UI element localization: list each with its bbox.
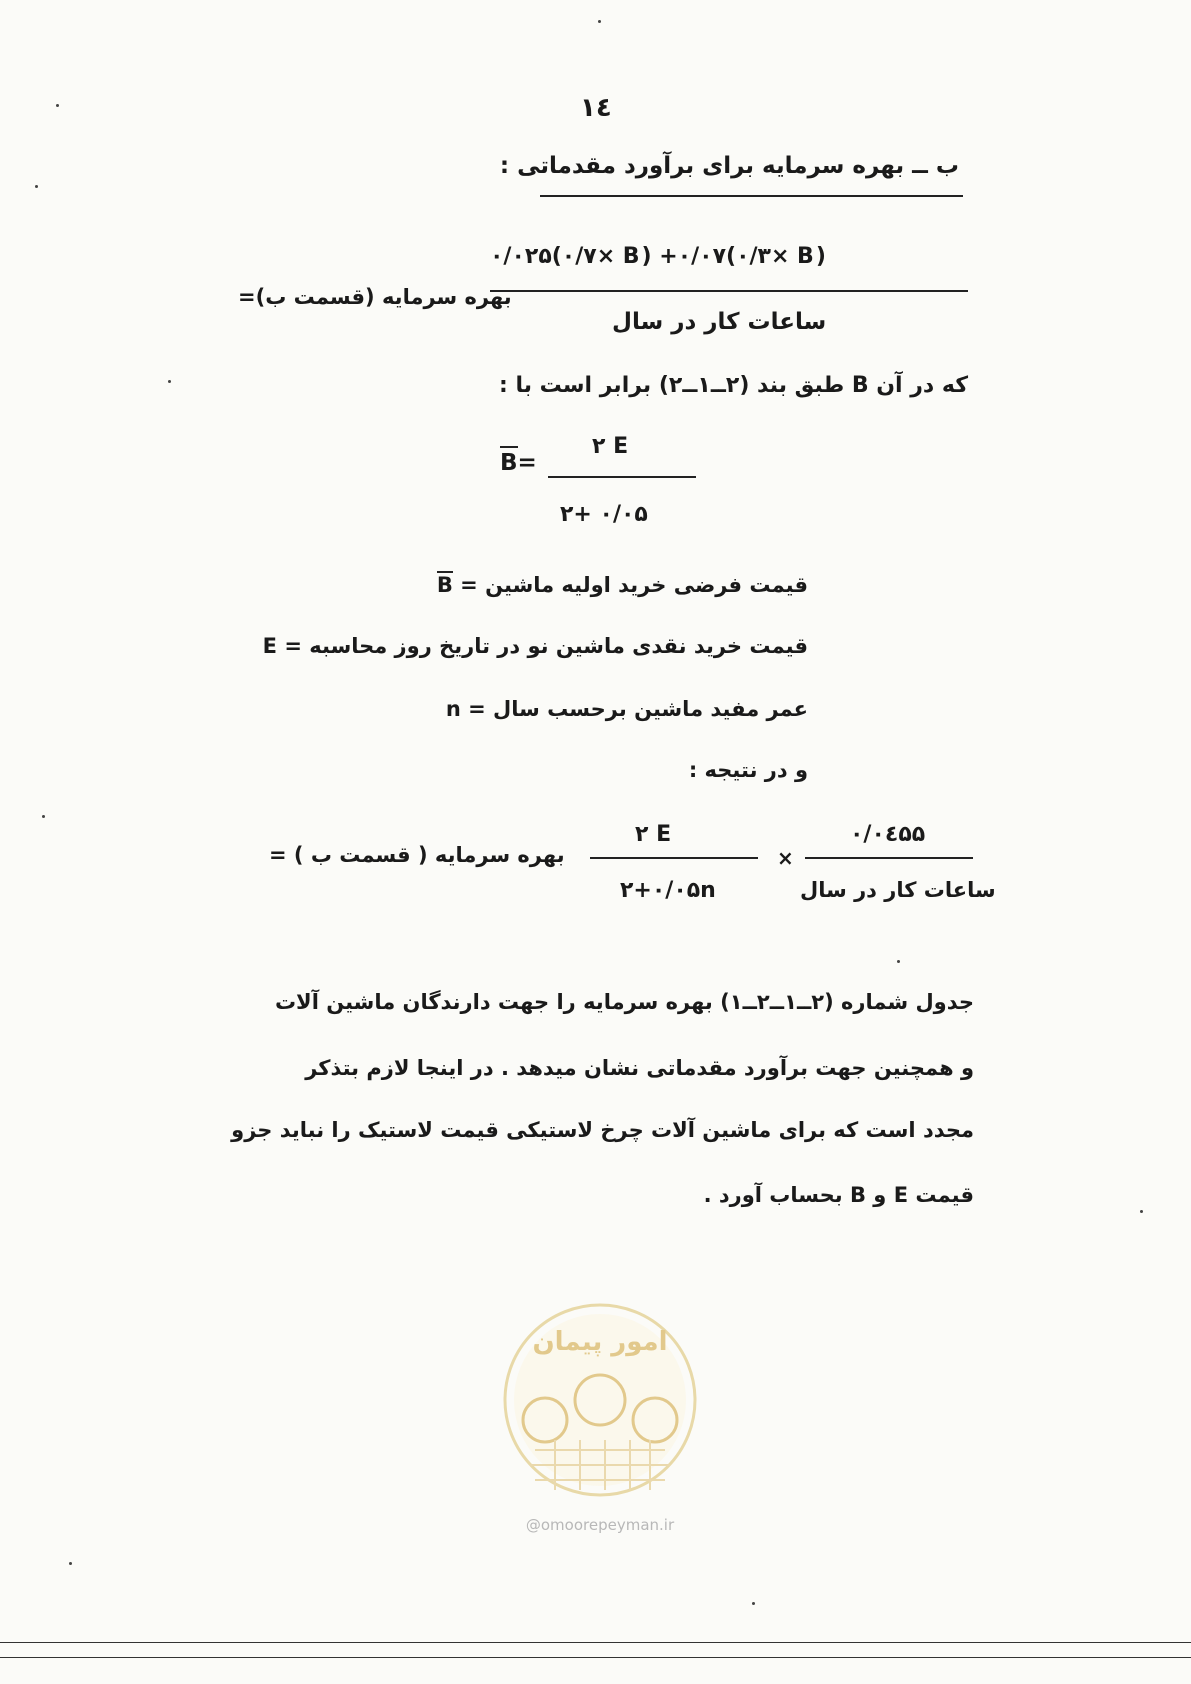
definition-symbol: E [262,634,278,658]
definition-symbol: n [445,697,461,721]
scan-speck [42,815,45,818]
formula-b-numerator: ۲ E [592,434,629,459]
formula1-denominator: ساعات کار در سال [612,309,827,335]
formula-b-denominator: ۲+ ۰/۰۵ [560,502,648,527]
definition-text: = عمر مفید ماشین برحسب سال [468,697,808,721]
formula-b-lhs [500,450,537,476]
scan-line [0,1657,1191,1658]
definition-text: = قیمت فرضی خرید اولیه ماشین [460,573,808,597]
b-equals: = [517,450,537,476]
formula1-numerator: ۰/۰۲۵(۰/۷× B) +۰/۰۷(۰/۳× B) [490,244,826,269]
formula2-fraction2-denominator: ساعات کار در سال [800,878,996,902]
definition-text: = قیمت خرید نقدی ماشین نو در تاریخ روز محاسبه [284,634,808,658]
scan-line [0,1642,1191,1643]
paragraph-line: قیمت E و B بحساب آورد . [703,1183,974,1207]
page-number: ١٤ [580,93,612,123]
paragraph-line: جدول شماره (۲ــ۱ــ۲ــ۱) بهره سرمایه را جهت دارندگان ماشین آلات [274,990,974,1014]
scan-speck [56,104,59,107]
formula2-fraction2-numerator: ۰/۰٤۵۵ [850,822,926,847]
paragraph-line: و همچنین جهت برآورد مقدماتی نشان میدهد . در اینجا لازم بتذکر [305,1056,974,1080]
watermark-stamp [495,1290,705,1550]
formula2-fraction1-denominator: ۲+۰/۰۵n [620,878,716,903]
scan-speck [35,185,38,188]
definition-symbol: B [436,573,453,597]
scan-speck [1140,1210,1143,1213]
scan-speck [897,960,900,963]
definition-b [437,573,808,597]
section-heading: ب ــ بهره سرمایه برای برآورد مقدماتی : [499,153,959,179]
multiply-sign: × [777,846,794,870]
scan-speck [598,20,601,23]
watermark-url: @omoorepeyman.ir [525,1516,675,1534]
result-intro: و در نتیجه : [688,758,808,782]
formula2-fraction1-bar [590,857,758,859]
formula1-fraction-bar [490,290,968,292]
formula1-lhs: بهره سرمایه (قسمت ب)= [238,285,512,309]
watermark-title: امور پیمان [532,1327,668,1357]
watermark-logo-icon [495,1290,705,1550]
scan-speck [168,380,171,383]
definition-n [446,697,808,721]
formula2-lhs: بهره سرمایه ( قسمت ب ) = [269,843,565,867]
formula2-fraction1-numerator: ۲ E [635,822,672,847]
where-line: که در آن B طبق بند (۲ــ۱ــ۲) برابر است با : [498,373,968,398]
heading-underline [540,195,963,197]
b-bar-symbol: B [500,446,518,476]
definition-e [263,634,808,658]
formula2-fraction2-bar [805,857,973,859]
scan-speck [69,1562,72,1565]
paragraph-line: مجدد است که برای ماشین آلات چرخ لاستیکی قیمت لاستیک را نباید جزو [231,1118,974,1142]
formula-b-fraction-bar [548,476,696,478]
scan-speck [752,1602,755,1605]
